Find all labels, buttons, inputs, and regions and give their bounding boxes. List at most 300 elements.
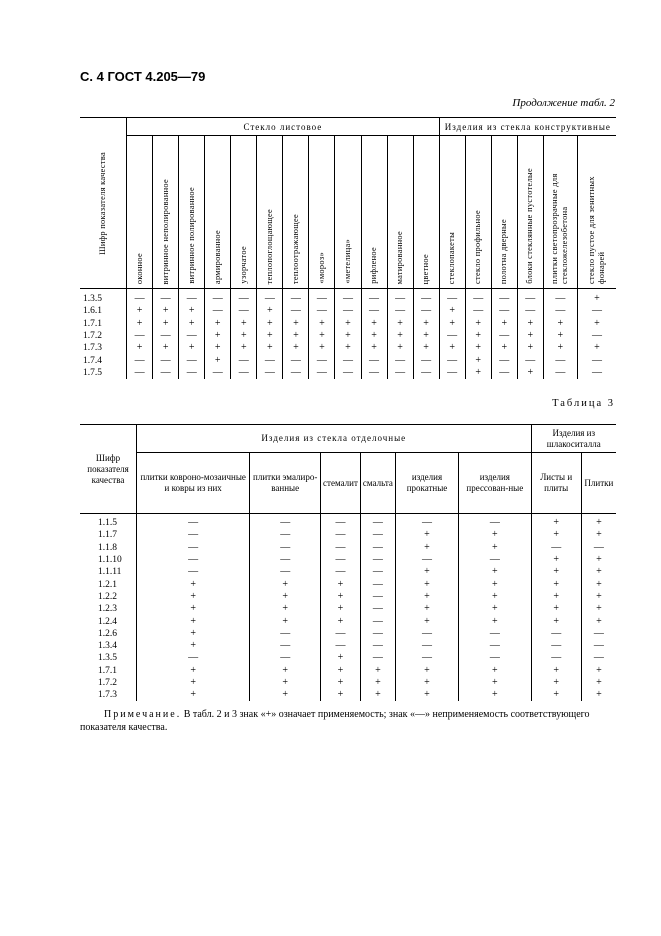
cell: — xyxy=(335,289,361,306)
cell: — xyxy=(250,628,321,640)
cell: + xyxy=(459,603,532,615)
table-row xyxy=(80,578,616,590)
cell: + xyxy=(257,305,283,317)
column-header: «мороз» xyxy=(309,136,335,289)
cell: — xyxy=(321,628,361,640)
cell: + xyxy=(321,615,361,627)
cell: + xyxy=(321,665,361,677)
cell: + xyxy=(360,665,395,677)
group-header-slag-sitall: Изделия из шлакоситалла xyxy=(531,425,616,453)
cell: + xyxy=(517,367,543,379)
cell: + xyxy=(577,318,616,330)
cell: + xyxy=(137,615,250,627)
cell: + xyxy=(387,342,413,354)
cell: — xyxy=(127,354,153,366)
cell: — xyxy=(395,652,458,664)
cell: — xyxy=(127,289,153,306)
cell: — xyxy=(179,330,205,342)
cell: — xyxy=(283,289,309,306)
cell: + xyxy=(153,305,179,317)
cell: + xyxy=(459,677,532,689)
cell: + xyxy=(581,665,616,677)
cell: + xyxy=(395,603,458,615)
cell: + xyxy=(250,689,321,701)
row-code: 1.1.5 xyxy=(98,518,117,529)
cell: + xyxy=(321,578,361,590)
cell: — xyxy=(360,640,395,652)
column-header: полотна дверные xyxy=(491,136,517,289)
cell: + xyxy=(543,330,577,342)
cell: — xyxy=(387,367,413,379)
cell: — xyxy=(321,542,361,554)
cell: + xyxy=(137,677,250,689)
cell: + xyxy=(581,529,616,541)
table-row xyxy=(80,529,616,541)
row-code: 1.7.3 xyxy=(83,343,102,354)
cell: — xyxy=(491,289,517,306)
cell: — xyxy=(517,354,543,366)
cell: + xyxy=(250,677,321,689)
row-code: 1.2.1 xyxy=(98,579,117,590)
cell: — xyxy=(309,367,335,379)
cell: + xyxy=(531,665,581,677)
table-row xyxy=(80,330,616,342)
cell: + xyxy=(439,318,465,330)
cell: + xyxy=(395,542,458,554)
footnote xyxy=(80,708,620,734)
cell: + xyxy=(465,354,491,366)
row-code: 1.7.1 xyxy=(83,318,102,329)
cell: + xyxy=(581,566,616,578)
cell: + xyxy=(205,318,231,330)
row-code: 1.1.10 xyxy=(98,555,122,566)
cell: + xyxy=(127,318,153,330)
column-header: матированное xyxy=(387,136,413,289)
cell: — xyxy=(439,354,465,366)
cell: + xyxy=(231,342,257,354)
table-3 xyxy=(80,424,616,701)
cell: — xyxy=(205,367,231,379)
cell: — xyxy=(309,305,335,317)
cell: + xyxy=(531,615,581,627)
cell: — xyxy=(360,566,395,578)
cell: + xyxy=(395,665,458,677)
cell: + xyxy=(205,354,231,366)
cell: + xyxy=(321,677,361,689)
table-row xyxy=(80,554,616,566)
cell: — xyxy=(283,305,309,317)
row-code: 1.7.2 xyxy=(98,678,117,688)
cell: — xyxy=(127,330,153,342)
cell: — xyxy=(250,566,321,578)
cell: — xyxy=(439,367,465,379)
cell: + xyxy=(395,529,458,541)
cell: + xyxy=(459,529,532,541)
column-header: оконное xyxy=(127,136,153,289)
table-row xyxy=(80,603,616,615)
cell: + xyxy=(459,665,532,677)
cell: — xyxy=(459,554,532,566)
cell: + xyxy=(335,330,361,342)
table-row xyxy=(80,354,616,366)
cell: + xyxy=(581,689,616,701)
cell: — xyxy=(250,542,321,554)
cell: + xyxy=(137,640,250,652)
cell: + xyxy=(439,305,465,317)
row-code: 1.1.8 xyxy=(98,542,117,553)
cell: — xyxy=(137,514,250,530)
cell: — xyxy=(491,367,517,379)
cell: + xyxy=(387,318,413,330)
cell: + xyxy=(531,529,581,541)
cell: — xyxy=(531,542,581,554)
cell: — xyxy=(137,652,250,664)
cell: + xyxy=(257,330,283,342)
cell: — xyxy=(335,354,361,366)
cell: + xyxy=(321,591,361,603)
cell: + xyxy=(459,615,532,627)
cell: — xyxy=(231,354,257,366)
table-row xyxy=(80,318,616,330)
cell: + xyxy=(581,677,616,689)
cell: — xyxy=(459,514,532,530)
cell: + xyxy=(179,318,205,330)
cell: + xyxy=(231,330,257,342)
column-header: изделия прессован-ные xyxy=(459,453,532,514)
cell: — xyxy=(577,354,616,366)
cell: — xyxy=(360,603,395,615)
table-row xyxy=(80,305,616,317)
cell: + xyxy=(517,342,543,354)
cell: — xyxy=(335,367,361,379)
column-header: теплопоглощающее xyxy=(257,136,283,289)
cell: — xyxy=(283,367,309,379)
cell: — xyxy=(250,640,321,652)
cell: + xyxy=(283,330,309,342)
cell: — xyxy=(137,566,250,578)
cell: — xyxy=(581,640,616,652)
cell: + xyxy=(321,652,361,664)
cell: — xyxy=(581,542,616,554)
row-code: 1.7.3 xyxy=(98,690,117,701)
cell: — xyxy=(179,289,205,306)
row-code: 1.1.11 xyxy=(98,567,122,578)
cell: — xyxy=(127,367,153,379)
cell: + xyxy=(581,554,616,566)
cell: — xyxy=(137,529,250,541)
cell: — xyxy=(360,542,395,554)
table-3-caption: Таблица 3 xyxy=(552,398,615,409)
cell: — xyxy=(321,529,361,541)
table-row xyxy=(80,640,616,652)
cell: — xyxy=(231,305,257,317)
cell: + xyxy=(459,578,532,590)
cell: + xyxy=(581,578,616,590)
cell: — xyxy=(361,367,387,379)
code-column-header: Шифр показателя качества xyxy=(80,118,127,289)
cell: + xyxy=(309,318,335,330)
cell: — xyxy=(257,367,283,379)
cell: + xyxy=(491,342,517,354)
cell: — xyxy=(283,354,309,366)
cell: + xyxy=(581,603,616,615)
cell: — xyxy=(321,554,361,566)
column-header: изделия прокатные xyxy=(395,453,458,514)
page-header: С. 4 ГОСТ 4.205—79 xyxy=(80,69,206,84)
cell: — xyxy=(321,566,361,578)
cell: + xyxy=(250,603,321,615)
cell: — xyxy=(531,640,581,652)
cell: + xyxy=(465,330,491,342)
table-2 xyxy=(80,117,616,379)
group-header-finishing: Изделия из стекла отделочные xyxy=(137,425,532,453)
cell: — xyxy=(179,367,205,379)
cell: — xyxy=(137,542,250,554)
cell: + xyxy=(137,603,250,615)
cell: — xyxy=(231,289,257,306)
cell: — xyxy=(395,628,458,640)
cell: — xyxy=(360,628,395,640)
table-row xyxy=(80,542,616,554)
cell: + xyxy=(137,689,250,701)
cell: + xyxy=(491,318,517,330)
cell: — xyxy=(360,591,395,603)
cell: — xyxy=(335,305,361,317)
cell: + xyxy=(459,566,532,578)
cell: — xyxy=(543,305,577,317)
cell: — xyxy=(250,514,321,530)
row-code: 1.2.2 xyxy=(98,591,117,602)
cell: — xyxy=(360,615,395,627)
cell: — xyxy=(360,652,395,664)
cell: + xyxy=(395,566,458,578)
cell: — xyxy=(205,289,231,306)
row-code: 1.3.5 xyxy=(83,294,102,305)
cell: — xyxy=(395,640,458,652)
cell: — xyxy=(413,354,439,366)
cell: + xyxy=(517,330,543,342)
continuation-label: Продолжение табл. 2 xyxy=(512,97,615,109)
column-header: армированное xyxy=(205,136,231,289)
column-header: стекло профильное xyxy=(465,136,491,289)
cell: + xyxy=(413,318,439,330)
cell: + xyxy=(395,689,458,701)
cell: + xyxy=(179,305,205,317)
cell: — xyxy=(531,652,581,664)
cell: + xyxy=(137,665,250,677)
column-header: теплоотражающее xyxy=(283,136,309,289)
cell: + xyxy=(137,591,250,603)
cell: + xyxy=(361,342,387,354)
column-header: смальта xyxy=(360,453,395,514)
cell: + xyxy=(395,615,458,627)
cell: + xyxy=(581,514,616,530)
table-row xyxy=(80,665,616,677)
column-header: стеклопакеты xyxy=(439,136,465,289)
cell: + xyxy=(250,578,321,590)
code-column-header: Шифр показателя качества xyxy=(80,425,137,514)
cell: — xyxy=(257,289,283,306)
cell: — xyxy=(395,554,458,566)
cell: + xyxy=(153,342,179,354)
row-code: 1.2.6 xyxy=(98,628,117,639)
cell: + xyxy=(153,318,179,330)
cell: — xyxy=(153,289,179,306)
table-row xyxy=(80,652,616,664)
cell: + xyxy=(205,330,231,342)
column-header: Листы и плиты xyxy=(531,453,581,514)
cell: — xyxy=(387,305,413,317)
table-row xyxy=(80,514,616,530)
cell: + xyxy=(577,289,616,306)
cell: + xyxy=(335,342,361,354)
cell: — xyxy=(577,305,616,317)
cell: — xyxy=(361,289,387,306)
column-header: цветное xyxy=(413,136,439,289)
row-code: 1.1.7 xyxy=(98,530,117,541)
cell: + xyxy=(465,342,491,354)
cell: — xyxy=(250,554,321,566)
cell: + xyxy=(531,566,581,578)
cell: — xyxy=(543,367,577,379)
cell: — xyxy=(517,289,543,306)
cell: + xyxy=(531,578,581,590)
cell: — xyxy=(413,305,439,317)
cell: + xyxy=(439,342,465,354)
column-header: «метелица» xyxy=(335,136,361,289)
cell: + xyxy=(459,689,532,701)
cell: + xyxy=(531,514,581,530)
cell: — xyxy=(517,305,543,317)
column-header: Плитки xyxy=(581,453,616,514)
table-row xyxy=(80,289,616,306)
cell: + xyxy=(361,330,387,342)
column-header: плитки светопрозрачные для стекложелезобетона xyxy=(543,136,577,289)
cell: — xyxy=(395,514,458,530)
cell: — xyxy=(459,628,532,640)
group-header-structural: Изделия из стекла конструктивные xyxy=(439,118,616,136)
note-text: В табл. 2 и 3 знак «+» означает применяемость; знак «—» неприменяемость соответствующего показателя качества. xyxy=(80,709,590,733)
row-code: 1.6.1 xyxy=(83,306,102,317)
cell: + xyxy=(250,615,321,627)
table-row xyxy=(80,689,616,701)
cell: + xyxy=(531,677,581,689)
cell: — xyxy=(439,289,465,306)
cell: + xyxy=(395,677,458,689)
cell: — xyxy=(250,652,321,664)
cell: — xyxy=(153,354,179,366)
cell: — xyxy=(581,652,616,664)
cell: + xyxy=(360,689,395,701)
cell: + xyxy=(387,330,413,342)
table-row xyxy=(80,677,616,689)
cell: + xyxy=(335,318,361,330)
cell: + xyxy=(309,342,335,354)
cell: — xyxy=(459,640,532,652)
cell: — xyxy=(309,354,335,366)
cell: — xyxy=(361,354,387,366)
cell: + xyxy=(531,554,581,566)
cell: + xyxy=(459,542,532,554)
table-row xyxy=(80,615,616,627)
column-header: стемалит xyxy=(321,453,361,514)
cell: + xyxy=(413,330,439,342)
cell: + xyxy=(581,591,616,603)
cell: — xyxy=(531,628,581,640)
row-code: 1.7.2 xyxy=(83,331,102,342)
cell: — xyxy=(459,652,532,664)
row-code: 1.3.5 xyxy=(98,653,117,664)
cell: + xyxy=(531,591,581,603)
cell: + xyxy=(413,342,439,354)
cell: + xyxy=(257,342,283,354)
cell: — xyxy=(465,289,491,306)
cell: — xyxy=(360,529,395,541)
cell: — xyxy=(321,640,361,652)
row-code: 1.3.4 xyxy=(98,641,117,652)
row-code: 1.7.5 xyxy=(83,367,102,378)
cell: — xyxy=(257,354,283,366)
cell: — xyxy=(491,354,517,366)
cell: + xyxy=(257,318,283,330)
row-code: 1.2.4 xyxy=(98,616,117,627)
row-code: 1.2.3 xyxy=(98,604,117,615)
cell: — xyxy=(360,578,395,590)
cell: — xyxy=(439,330,465,342)
cell: + xyxy=(137,578,250,590)
cell: — xyxy=(153,330,179,342)
cell: — xyxy=(577,367,616,379)
cell: + xyxy=(531,603,581,615)
cell: — xyxy=(413,367,439,379)
cell: + xyxy=(127,305,153,317)
cell: — xyxy=(413,289,439,306)
cell: — xyxy=(309,289,335,306)
cell: + xyxy=(543,342,577,354)
cell: — xyxy=(361,305,387,317)
cell: + xyxy=(283,342,309,354)
cell: — xyxy=(543,354,577,366)
cell: — xyxy=(387,289,413,306)
cell: + xyxy=(395,578,458,590)
cell: — xyxy=(205,305,231,317)
cell: + xyxy=(395,591,458,603)
cell: — xyxy=(465,305,491,317)
cell: + xyxy=(321,603,361,615)
cell: + xyxy=(137,628,250,640)
column-header: рифленое xyxy=(361,136,387,289)
cell: — xyxy=(581,628,616,640)
column-header: витринное полированное xyxy=(179,136,205,289)
cell: + xyxy=(250,665,321,677)
cell: + xyxy=(531,689,581,701)
cell: — xyxy=(250,529,321,541)
cell: + xyxy=(361,318,387,330)
group-header-sheet-glass: Стекло листовое xyxy=(127,118,440,136)
cell: + xyxy=(283,318,309,330)
table-row xyxy=(80,628,616,640)
cell: + xyxy=(127,342,153,354)
cell: + xyxy=(581,615,616,627)
cell: — xyxy=(491,305,517,317)
cell: — xyxy=(231,367,257,379)
cell: + xyxy=(465,367,491,379)
cell: + xyxy=(517,318,543,330)
cell: — xyxy=(577,330,616,342)
table-row xyxy=(80,591,616,603)
table-row xyxy=(80,566,616,578)
cell: + xyxy=(360,677,395,689)
